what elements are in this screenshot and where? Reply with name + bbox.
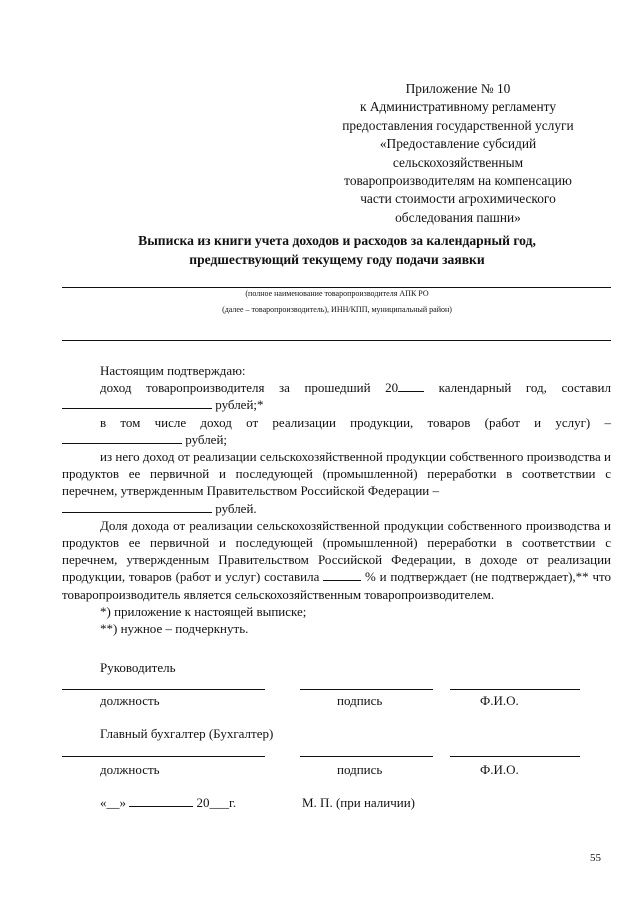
title-line-2: предшествующий текущему году подачи заявки [189,251,485,267]
caption-line-2: (далее – товаропроизводитель), ИНН/КПП, муниципальный район) [222,305,452,314]
accountant-fio-line[interactable] [450,756,580,757]
title-line-1: Выписка из книги учета доходов и расходов за календарный год, [138,233,536,248]
footnote-1: *) приложение к настоящей выписке; [100,603,307,619]
share-paragraph: Доля дохода от реализации сельскохозяйственной продукции собственного производства и продуктов ее первичной и последующей (промышленной) переработки в соответствии с перечнем, утвержденным Правительством Российской Федерации, в доходе от реализации продукции, товаров (работ и услуг) составила % и подтверждает (не подтверждает),** что товаропроизводитель является сельскохозяйственным товаропроизводителем. [62,517,612,602]
accountant-position-caption: должность [100,762,160,777]
appendix-line: товаропроизводителям на компенсацию [344,173,572,189]
head-position-line[interactable] [62,689,265,690]
appendix-line: «Предоставление субсидий [379,136,537,152]
agri-income-field[interactable] [62,500,212,513]
appendix-line: сельскохозяйственным [392,154,524,170]
head-signature-caption: подпись [337,693,383,708]
income-amount-line: рублей;* [62,396,611,413]
head-label: Руководитель [100,660,176,675]
sales-income-paragraph: в том числе доход от реализации продукции, товаров (работ и услуг) – [100,414,611,430]
head-fio-caption: Ф.И.О. [480,693,519,708]
appendix-line: части стоимости агрохимического [360,191,556,207]
head-position-caption: должность [100,693,160,708]
income-field[interactable] [62,396,212,409]
income-paragraph: доход товаропроизводителя за прошедший 20 календарный год, составил [100,380,611,396]
accountant-signature-line[interactable] [300,756,433,757]
agri-income-amount-line: рублей. [62,500,611,517]
accountant-position-line[interactable] [62,756,265,757]
accountant-fio-caption: Ф.И.О. [480,762,519,777]
appendix-line: предоставления государственной услуги [342,117,574,133]
accountant-label: Главный бухгалтер (Бухгалтер) [100,726,274,741]
sales-income-field[interactable] [62,431,182,444]
page-number: 55 [590,852,601,864]
stamp-label: М. П. (при наличии) [302,795,416,810]
appendix-line: к Административному регламенту [359,99,557,115]
caption-line-1: (полное наименование товаропроизводителя АПК РО [245,289,429,298]
head-fio-line[interactable] [450,689,580,690]
accountant-signature-caption: подпись [337,762,383,777]
date-month-field[interactable] [129,795,193,807]
confirm-text: Настоящим подтверждаю: [100,363,246,378]
agri-income-paragraph: из него доход от реализации сельскохозяйственной продукции собственного производства и продуктов ее первичной и последующей (промышленной) переработки в соответствии с перечнем, утвержденным Правительством Российской Федерации – [62,449,611,499]
share-percent-field[interactable] [323,568,361,581]
footnote-2: **) нужное – подчеркнуть. [100,621,249,637]
head-signature-line[interactable] [300,689,433,690]
sales-income-amount-line: рублей; [62,431,611,448]
document-title [62,232,612,269]
appendix-line: Приложение № 10 [405,81,511,96]
date-line: «__» 20___г. [100,795,237,810]
producer-name-line[interactable] [62,287,611,288]
year-field[interactable] [398,379,424,392]
appendix-header [332,80,584,227]
appendix-line: обследования пашни» [395,209,521,225]
separator-line [62,340,611,341]
document-body [62,362,611,637]
